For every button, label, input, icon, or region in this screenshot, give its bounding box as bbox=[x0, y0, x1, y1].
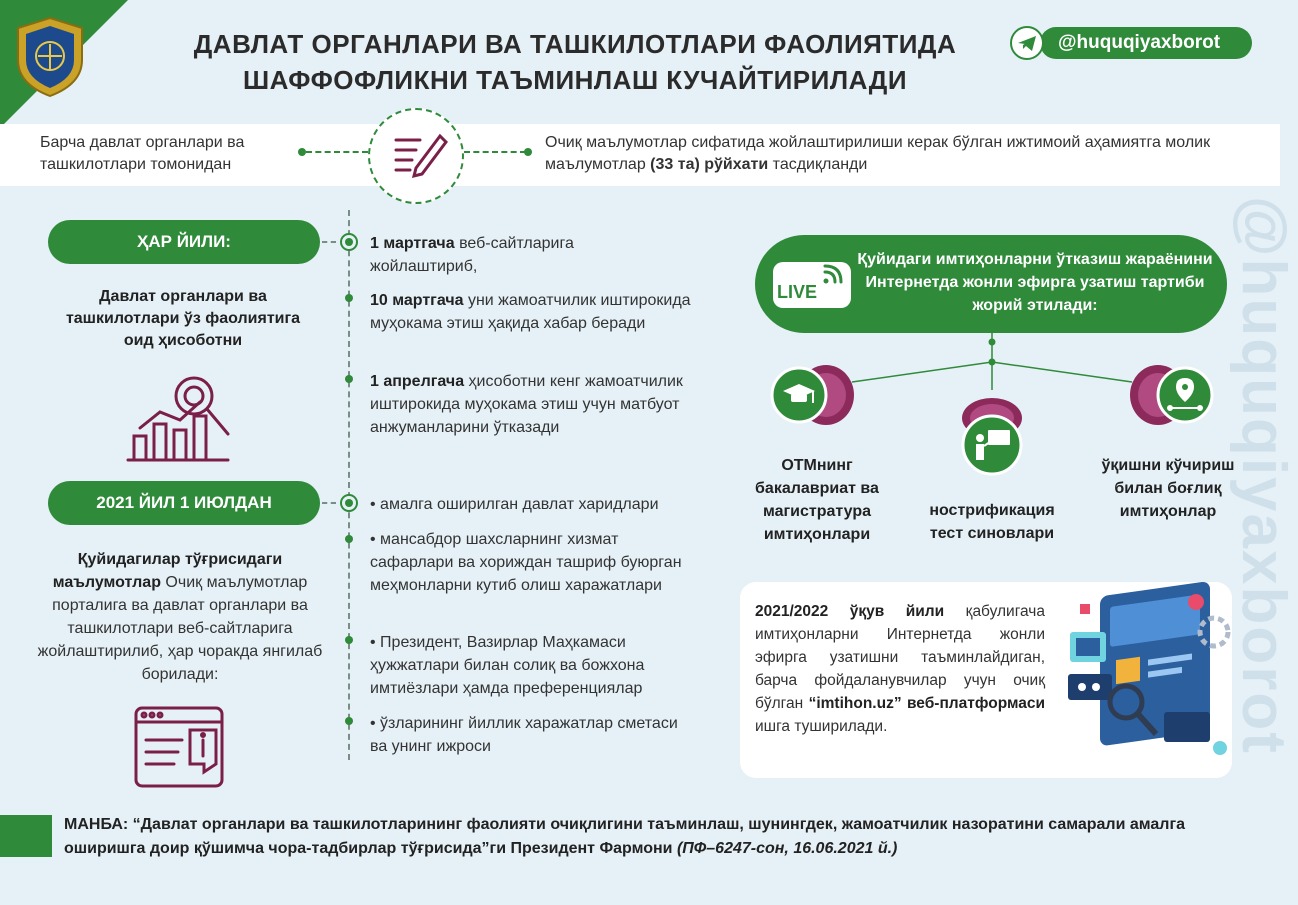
title-line-2: ШАФФОФЛИКНИ ТАЪМИНЛАШ КУЧАЙТИРИЛАДИ bbox=[242, 65, 908, 95]
exam-label-3: ўқишни кўчириш билан боғлиқ имтиҳонлар bbox=[1101, 457, 1235, 520]
timeline-dot-4 bbox=[345, 499, 353, 507]
telegram-handle[interactable]: @huquqiyaxborot bbox=[1040, 27, 1252, 59]
timeline-item: • Президент, Вазирлар Маҳкамаси ҳужжатлари билан солиқ ва божхона имтиёзлари ҳамда преференциялар bbox=[370, 634, 645, 697]
timeline-dot-1 bbox=[345, 238, 353, 246]
telegram-icon[interactable] bbox=[1010, 26, 1044, 60]
timeline-dot-3 bbox=[345, 375, 353, 383]
chart-magnifier-icon bbox=[124, 372, 236, 469]
band-left-text: Барча давлат органлари ва ташкилотлари томонидан bbox=[40, 134, 245, 173]
section2-description: Қуйидагилар тўғрисидаги маълумотлар Очиқ маълумотлар порталига ва давлат органлари ва ташкилотлари веб-сайтларига жойлаштирилиб, ҳар чоракда янгилаб борилади: bbox=[37, 551, 323, 683]
live-text: Қуйидаги имтиҳонларни ўтказиш жараёнини Интернетда жонли эфирга узатиш тартиби жорий этилади: bbox=[857, 251, 1213, 314]
section1-pill: ҲАР ЙИЛИ: bbox=[48, 220, 320, 264]
live-badge: LIVE bbox=[777, 282, 818, 302]
timeline-item: • мансабдор шахсларнинг хизмат сафарлари ва хориждан ташриф буюрган меҳмонларни кутиб олиш харажатлари bbox=[370, 531, 682, 594]
telegram-link[interactable] bbox=[1010, 26, 1250, 60]
exam-label-1: ОТМнинг бакалавриат ва магистратура имтиҳонлари bbox=[755, 457, 879, 543]
page-title bbox=[140, 26, 1010, 98]
title-line-1: ДАВЛАТ ОРГАНЛАРИ ВА ТАШКИЛОТЛАРИ ФАОЛИЯТИДА bbox=[193, 29, 957, 59]
band-dot-right bbox=[524, 148, 532, 156]
section1-description: Давлат органлари ва ташкилотлари ўз фаолиятига оид ҳисоботни bbox=[65, 288, 301, 349]
exam-label-2: нострификация тест синовлари bbox=[929, 502, 1055, 542]
band-right-text: Очиқ маълумотлар сифатида жойлаштирилиши керак бўлган ижтимоий аҳамиятга молик маълумотлар (33 та) рўйхати тасдиқланди bbox=[545, 134, 1211, 173]
live-signal-icon bbox=[773, 262, 851, 308]
timeline-item: • амалга оширилган давлат харидлари bbox=[370, 496, 659, 513]
band-dot-left bbox=[298, 148, 306, 156]
timeline-dot-5 bbox=[345, 535, 353, 543]
timeline-item: • ўзларининг йиллик харажатлар сметаси ва унинг ижроси bbox=[370, 715, 678, 755]
timeline-dot-7 bbox=[345, 717, 353, 725]
graduation-cap-icon bbox=[768, 364, 860, 431]
timeline-item: 1 апрелгача ҳисоботни кенг жамоатчилик иштирокида муҳокама этиш учун матбуот анжуманларини ўтказади bbox=[370, 373, 683, 436]
footer-accent bbox=[0, 815, 52, 857]
timeline-connector-2 bbox=[322, 502, 336, 504]
info-document-icon bbox=[132, 694, 228, 795]
timeline-item: 1 мартгача веб-сайтларига жойлаштириб, bbox=[370, 235, 574, 275]
timeline-dot-6 bbox=[345, 636, 353, 644]
timeline-connector-1 bbox=[322, 241, 336, 243]
location-route-icon bbox=[1124, 364, 1216, 431]
pen-document-icon bbox=[390, 128, 450, 183]
band-dash-left bbox=[306, 151, 368, 153]
footer-source: МАНБА: “Давлат органлари ва ташкилотларининг фаолияти очиқлигини таъминлаш, шунингдек, жамоатчилик назоратини самарали амалга оширишга доир қўшимча чора-тадбирлар тўғрисида”ги Президент Фармони (ПФ–6247-сон, 16.06.2021 й.) bbox=[64, 816, 1186, 857]
watermark: @huquqiyaxborot bbox=[1229, 195, 1298, 755]
teacher-board-icon bbox=[958, 396, 1026, 481]
web-platform-illustration bbox=[1060, 592, 1230, 777]
section2-pill: 2021 ЙИЛ 1 ИЮЛДАН bbox=[48, 481, 320, 525]
platform-card-text: 2021/2022 ўқув йили қабулигача имтиҳонларни Интернетда жонли эфирга узатишни таъминлайдиган, барча фойдаланувчилар учун очиқ бўлган “imtihon.uz” веб-платформаси ишга туширилади. bbox=[755, 603, 1045, 735]
timeline-dot-2 bbox=[345, 294, 353, 302]
band-dash-right bbox=[464, 151, 526, 153]
timeline-line bbox=[348, 210, 350, 760]
emblem-icon bbox=[14, 16, 86, 98]
timeline-item: 10 мартгача уни жамоатчилик иштирокида муҳокама этиш ҳақида хабар беради bbox=[370, 292, 691, 332]
